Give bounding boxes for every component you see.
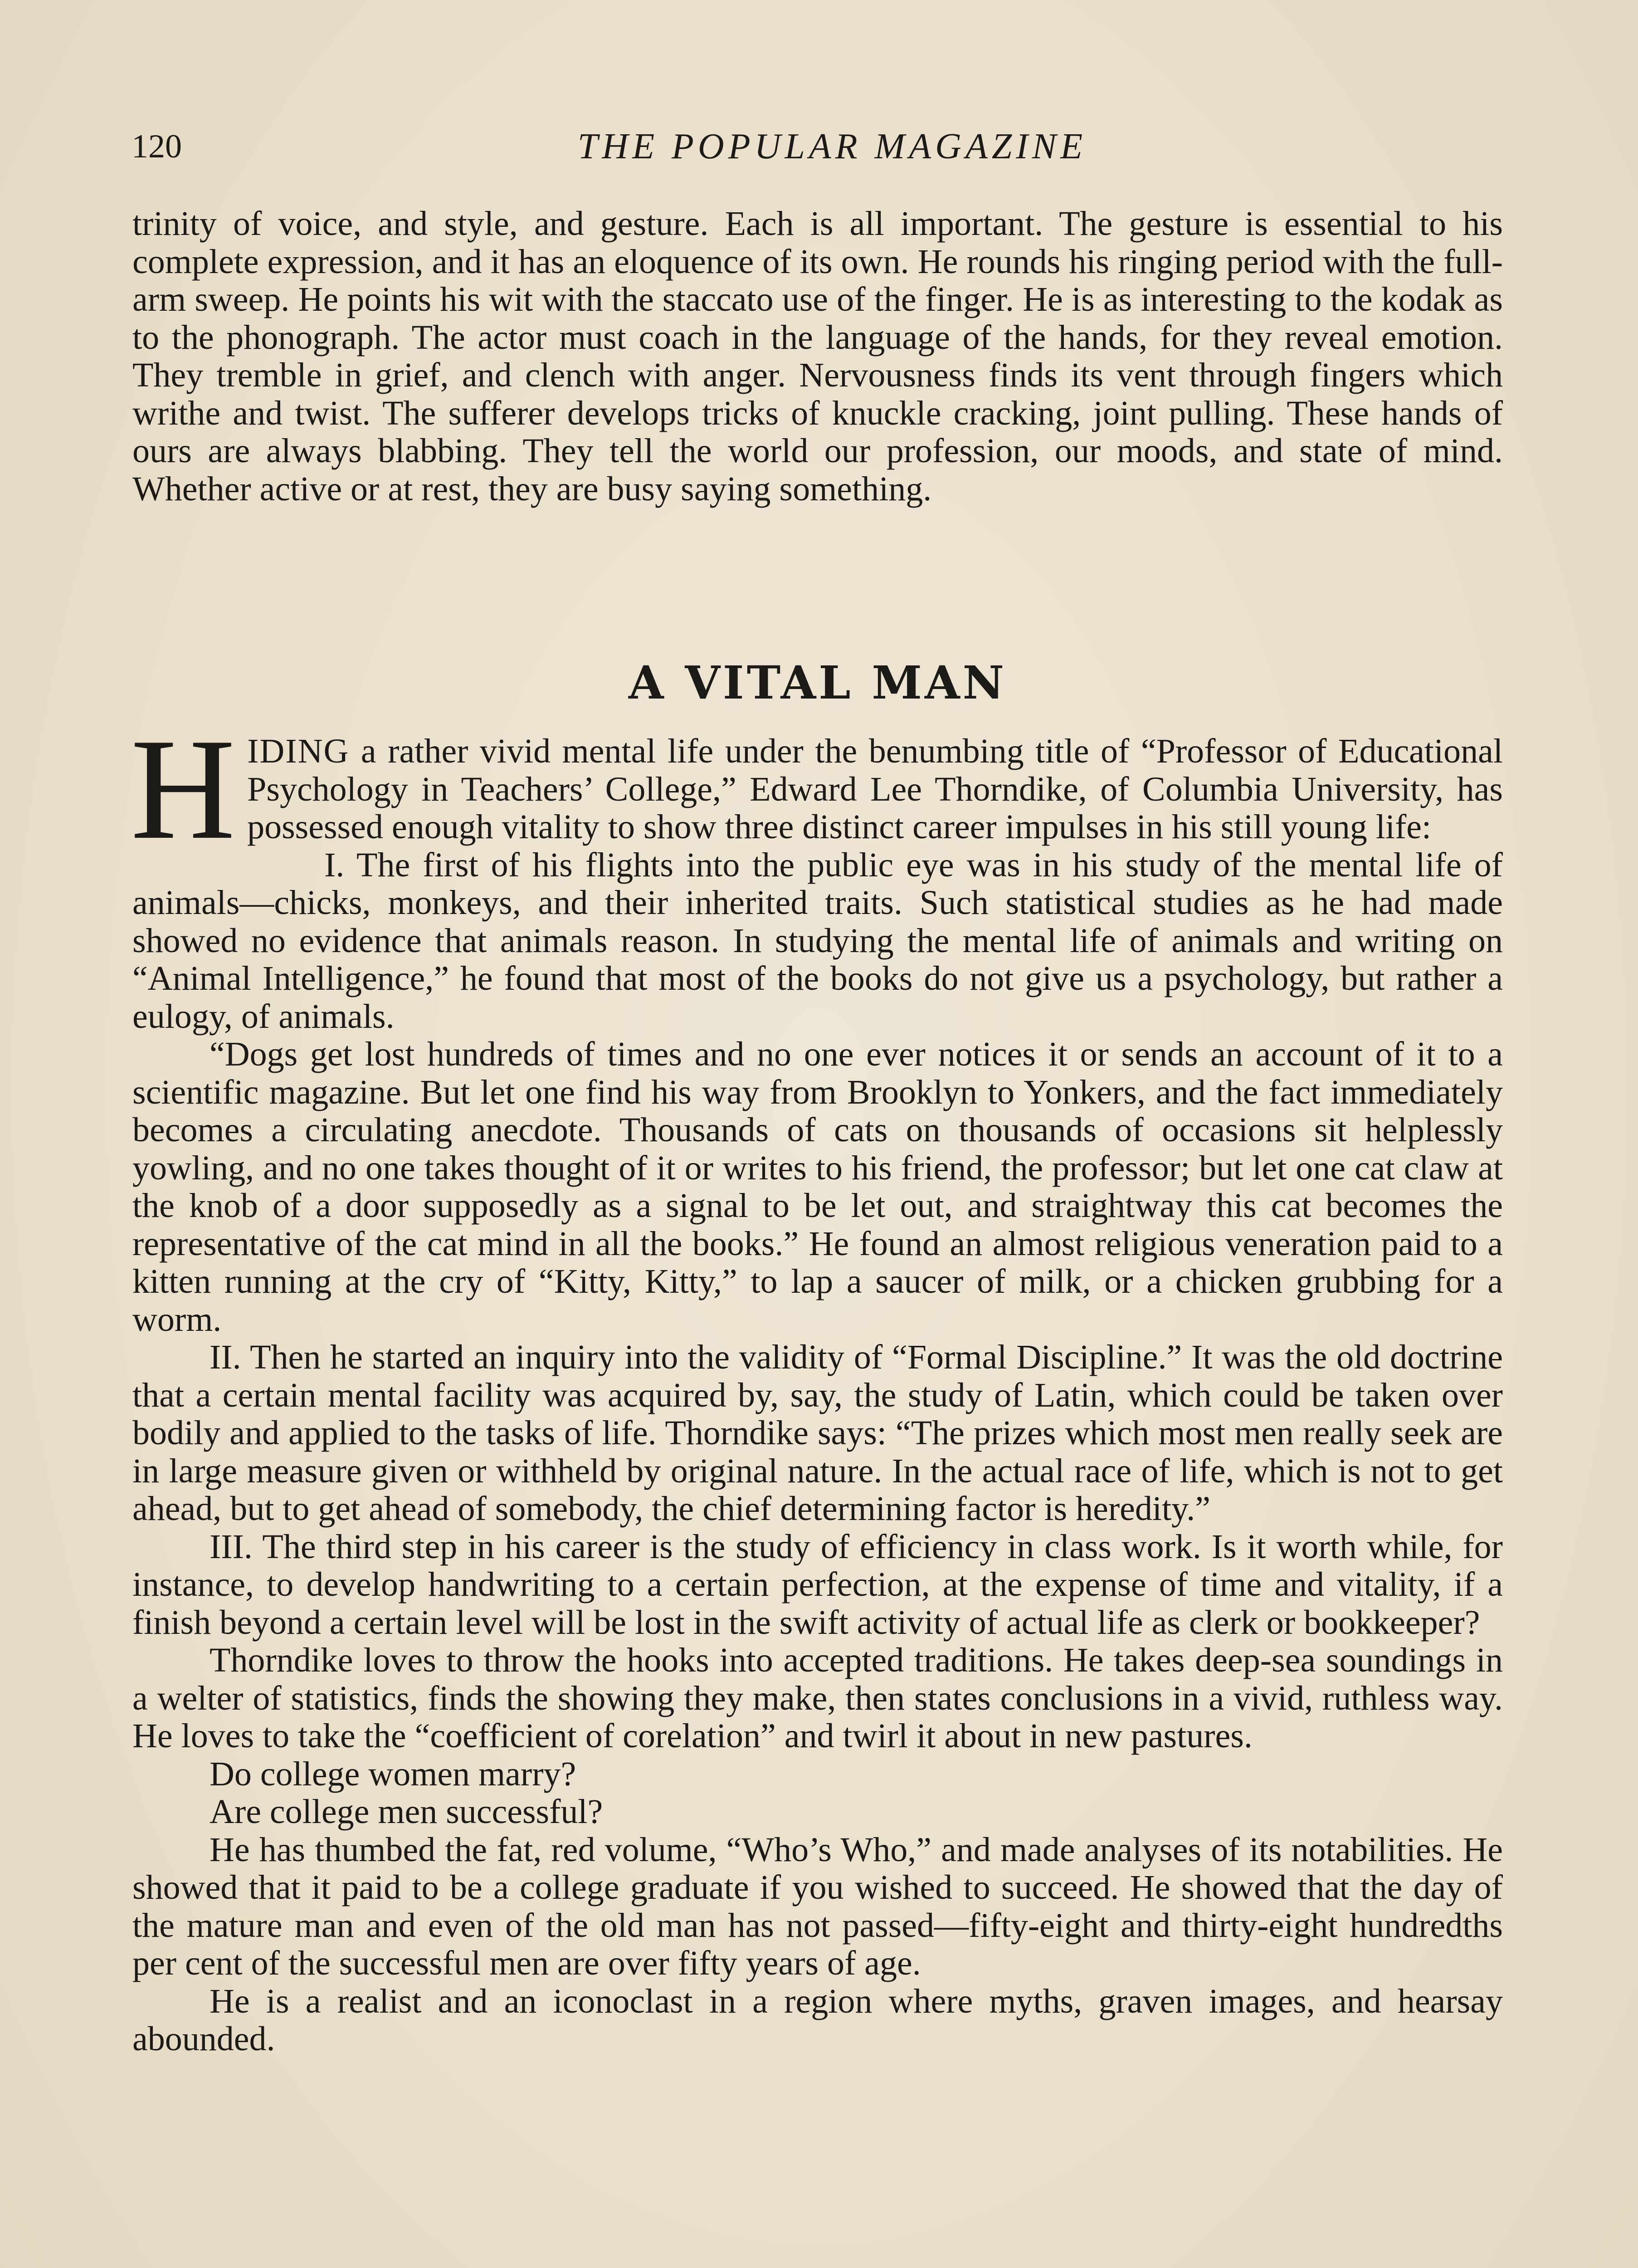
page-header <box>132 122 1506 171</box>
intro-paragraph: trinity of voice, and style, and gesture. Each is all important. The gesture is essential to his complete expression, and it has an eloquence of its own. He rounds his ringing period with the full-arm sweep. He points his wit with the staccato use of the finger. He is as interesting to the kodak as to the phonograph. The actor must coach in the language of the hands, for they reveal emotion. They tremble in grief, and clench with anger. Nervousness finds its vent through fingers which writhe and twist. The sufferer develops tricks of knuckle cracking, joint pulling. These hands of ours are always blabbing. They tell the world our profession, our moods, and state of mind. Whether active or at rest, they are busy saying something. <box>132 205 1503 508</box>
article-body <box>131 709 1503 2058</box>
paragraph-question-women: Do college women marry? <box>210 1755 576 1793</box>
paragraph-question-men: Are college men successful? <box>210 1793 603 1831</box>
opening-paragraph-text: a rather vivid mental life under the benumbing title of “Professor of Educational Psychology in Teachers’ College,” Edward Lee Thorndike, of Columbia University, has possessed enough vitality to show three distinct career impulses in his still young life: <box>247 732 1503 846</box>
article-title: A VITAL MAN <box>628 656 1007 709</box>
lead-word: IDING <box>247 732 350 770</box>
opening-paragraph <box>131 709 1503 870</box>
paragraph-efficiency: III. The third step in his career is the study of efficiency in class work. Is it worth while, for instance, to develop handwriting to a certain perfection, at the expense of time and vitality, if a finish beyond a certain level will be lost in the swift activity of actual life as clerk or bookkeeper? <box>132 1527 1503 1642</box>
paragraph-dogs-quote: “Dogs get lost hundreds of times and no one ever notices it or sends an account of it to a scientific magazine. But let one find his way from Brooklyn to Yonkers, and the fact immediately becomes a circulating anecdote. Thousands of cats on thousands of occasions sit helplessly yowling, and no one takes thought of it or writes to his friend, the professor; but let one cat claw at the knob of a door supposedly as a signal to be let out, and straightway this cat becomes the representative of the cat mind in all the books.” He found an almost religious veneration paid to a kitten running at the cry of “Kitty, Kitty,” to lap a saucer of milk, or a chicken grubbing for a worm. <box>132 1035 1503 1339</box>
paragraph-whos-who: He has thumbed the fat, red volume, “Who’s Who,” and made analyses of its notabilities. He showed that it paid to be a college graduate if you wished to succeed. He showed that the day of the mature man and even of the old man has not passed—fifty-eight and thirty-eight hundredths per cent of the successful men are over fifty years of age. <box>132 1830 1503 1982</box>
paragraph-traditions: Thorndike loves to throw the hooks into accepted traditions. He takes deep-sea soundings in a welter of statistics, finds the showing they make, then states conclusions in a vivid, ruthless way. He loves to take the “coefficient of corelation” and twirl it about in new pastures. <box>132 1641 1503 1755</box>
paragraph-animal-study: I. The first of his flights into the public eye was in his study of the mental life of animals—chicks, monkeys, and their inherited traits. Such statistical studies as he had made showed no evidence that animals reason. In studying the mental life of animals and writing on “Animal Intelligence,” he found that most of the books do not give us a psychology, but rather a eulogy, of animals. <box>132 846 1503 1036</box>
drop-cap: H <box>131 709 236 870</box>
page-number: 120 <box>132 128 182 165</box>
running-title: THE POPULAR MAGAZINE <box>577 127 1087 166</box>
paragraph-formal-discipline: II. Then he started an inquiry into the validity of “Formal Discipline.” It was the old doctrine that a certain mental facility was acquired by, say, the study of Latin, which could be taken over bodily and applied to the tasks of life. Thorndike says: “The prizes which most men really seek are in large measure given or withheld by original nature. In the actual race of life, which is not to get ahead, but to get ahead of somebody, the chief determining factor is heredity.” <box>132 1338 1503 1528</box>
intro-section <box>132 205 1503 508</box>
paragraph-realist: He is a realist and an iconoclast in a region where myths, graven images, and hearsay abounded. <box>132 1982 1503 2058</box>
